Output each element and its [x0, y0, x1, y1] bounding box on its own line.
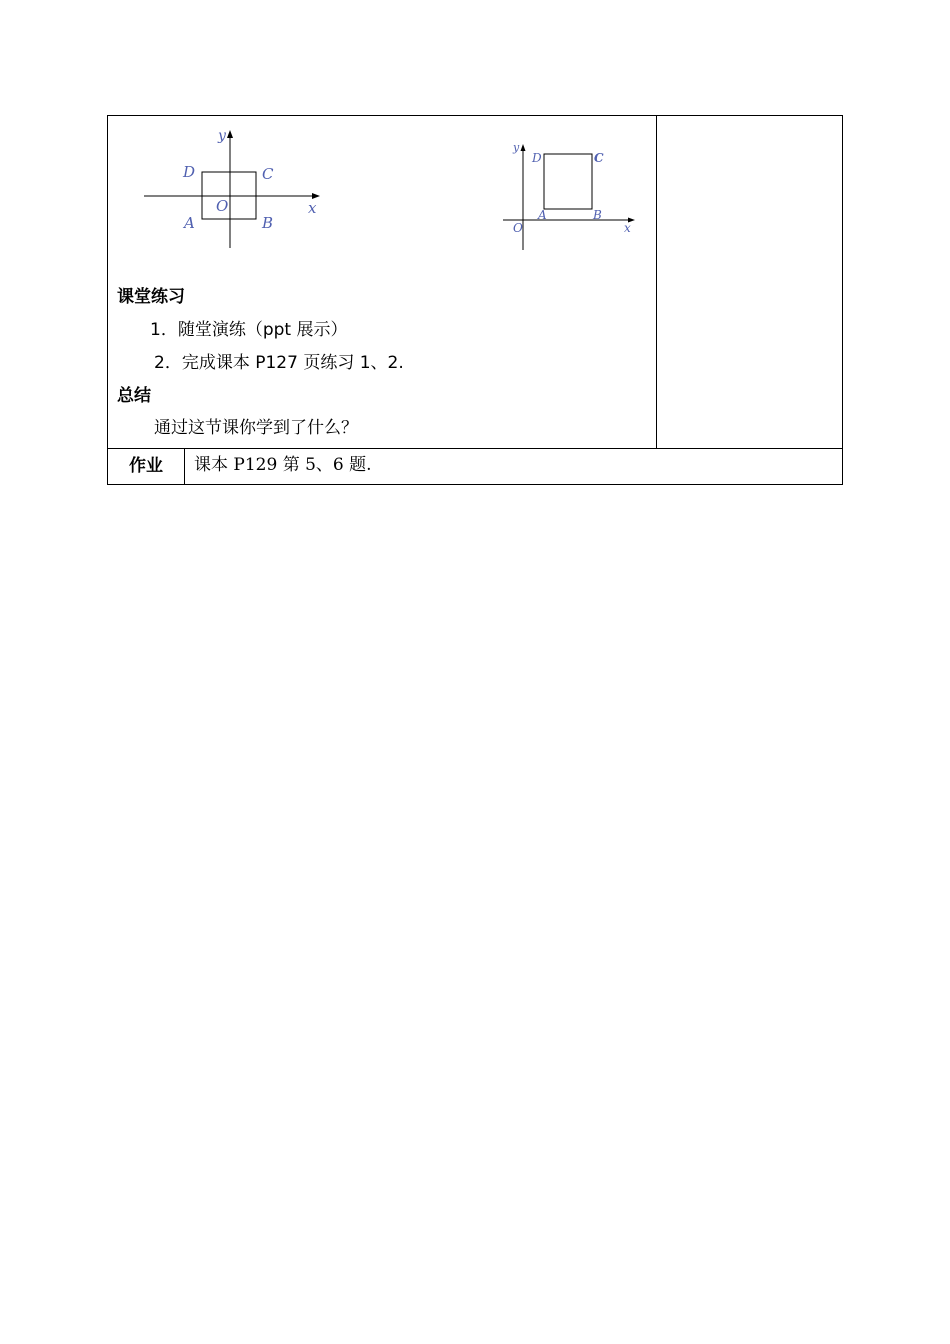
- point-a-label: A: [538, 208, 547, 222]
- coordinate-figure-2: [501, 138, 641, 254]
- x-axis-label: x: [624, 221, 631, 235]
- x-axis-label: x: [308, 199, 317, 217]
- point-c-label: C: [594, 151, 604, 165]
- point-b-label: B: [593, 208, 602, 222]
- origin-label: O: [216, 197, 229, 215]
- content-row: [108, 116, 842, 449]
- summary-heading: 总结: [117, 386, 151, 406]
- y-axis-label: y: [218, 128, 226, 144]
- practice-item-1: 1．随堂演练（ppt 展示）: [150, 320, 348, 340]
- notes-cell: [657, 116, 842, 448]
- homework-row: [108, 449, 842, 484]
- y-axis-label: y: [513, 141, 520, 154]
- point-c-label: C: [262, 165, 274, 183]
- content-cell: [108, 116, 657, 448]
- point-a-label: A: [184, 214, 195, 232]
- lesson-table: [107, 115, 843, 485]
- point-d-label: D: [532, 151, 542, 165]
- practice-item-2: 2．完成课本 P127 页练习 1、2.: [154, 353, 404, 373]
- point-d-label: D: [183, 163, 196, 181]
- origin-label: O: [513, 221, 523, 235]
- homework-text: 课本 P129 第 5、6 题.: [194, 455, 372, 475]
- square-abcd-2: [544, 154, 592, 209]
- practice-heading: 课堂练习: [117, 287, 185, 307]
- summary-text: 通过这节课你学到了什么？: [154, 418, 358, 438]
- homework-label: 作业: [108, 449, 185, 484]
- coordinate-figure-1: [142, 126, 332, 254]
- point-b-label: B: [262, 214, 274, 232]
